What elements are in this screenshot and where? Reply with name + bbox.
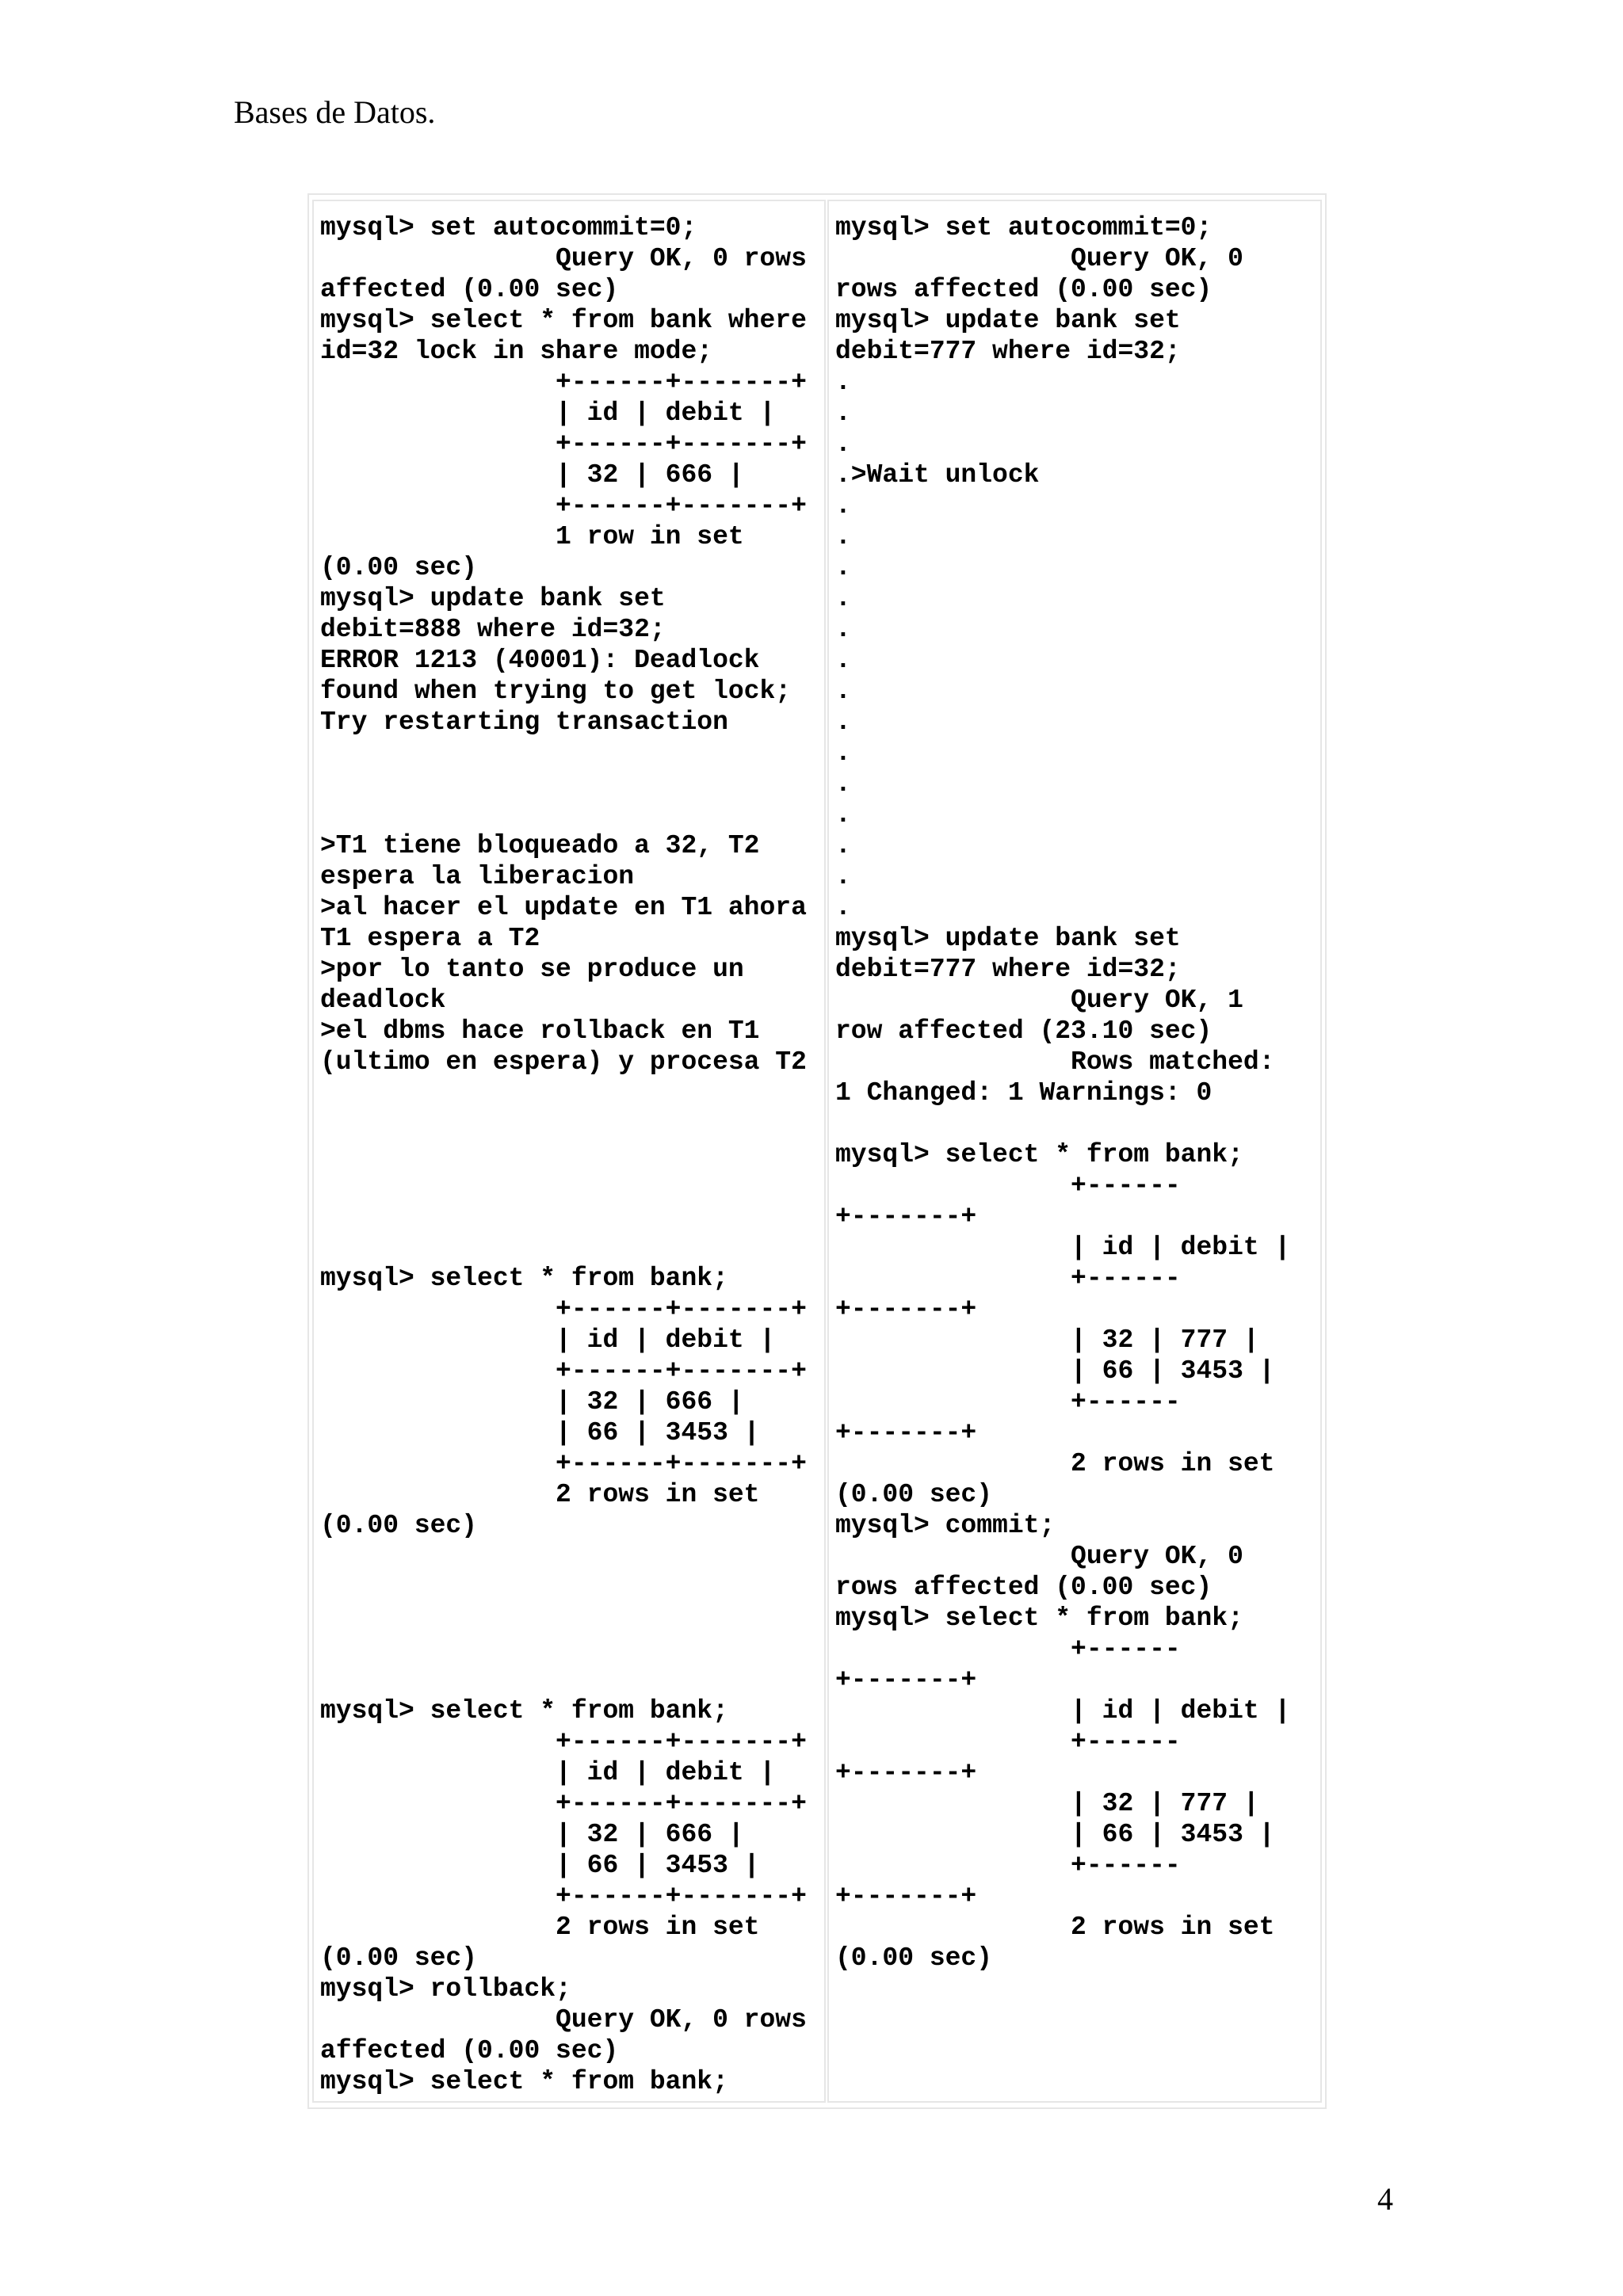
terminal-line: +------+-------+ <box>320 1295 807 1324</box>
terminal-line: affected (0.00 sec) <box>320 275 619 304</box>
terminal-line: row affected (23.10 sec) <box>835 1016 1212 1046</box>
terminal-line: +------+-------+ <box>320 1789 807 1818</box>
terminal-line: (0.00 sec) <box>320 1943 478 1973</box>
terminal-line: | id | debit | <box>320 1325 776 1355</box>
transaction-t2-column <box>827 200 1322 2103</box>
terminal-line: mysql> update bank set <box>835 306 1181 335</box>
terminal-line: espera la liberacion <box>320 862 635 891</box>
terminal-line: | 32 | 666 | <box>320 1387 744 1417</box>
terminal-line: 2 rows in set <box>320 1480 760 1509</box>
terminal-line: | id | debit | <box>320 1758 776 1787</box>
terminal-line: (0.00 sec) <box>835 1943 993 1973</box>
terminal-line: . <box>835 831 851 860</box>
terminal-line: +------+-------+ <box>320 491 807 521</box>
terminal-line: | id | debit | <box>320 399 776 428</box>
terminal-line: debit=777 where id=32; <box>835 337 1181 366</box>
terminal-line: Rows matched: <box>835 1047 1275 1077</box>
terminal-line: >al hacer el update en T1 ahora <box>320 893 807 922</box>
terminal-line: >el dbms hace rollback en T1 <box>320 1016 760 1046</box>
terminal-line: | id | debit | <box>835 1233 1291 1262</box>
terminal-line: +------ <box>835 1387 1181 1417</box>
terminal-line: 1 Changed: 1 Warnings: 0 <box>835 1078 1212 1108</box>
terminal-line: Query OK, 0 rows <box>320 2005 807 2035</box>
terminal-line: (ultimo en espera) y procesa T2 <box>320 1047 807 1077</box>
page-number: 4 <box>1377 2181 1393 2217</box>
terminal-line: +------ <box>835 1634 1181 1664</box>
terminal-line: mysql> rollback; <box>320 1974 571 2004</box>
terminal-line: mysql> select * from bank; <box>320 1696 728 1726</box>
terminal-line: mysql> select * from bank; <box>835 1140 1243 1169</box>
terminal-line: Query OK, 0 rows <box>320 244 807 273</box>
terminal-line: debit=777 where id=32; <box>835 955 1181 984</box>
terminal-line: +------ <box>835 1851 1181 1880</box>
terminal-line: (0.00 sec) <box>320 553 478 582</box>
terminal-line: . <box>835 522 851 551</box>
terminal-line: +------+-------+ <box>320 1449 807 1478</box>
terminal-line: affected (0.00 sec) <box>320 2036 619 2065</box>
terminal-line: found when trying to get lock; <box>320 677 792 706</box>
terminal-line: ERROR 1213 (40001): Deadlock <box>320 646 760 675</box>
terminal-line: +------+-------+ <box>320 368 807 397</box>
terminal-line: . <box>835 429 851 459</box>
terminal-line: deadlock <box>320 986 446 1015</box>
terminal-line: +------ <box>835 1171 1181 1200</box>
terminal-line: +------+-------+ <box>320 429 807 459</box>
terminal-line: mysql> set autocommit=0; <box>320 213 697 242</box>
terminal-line: (0.00 sec) <box>835 1480 993 1509</box>
terminal-line: Query OK, 0 <box>835 1542 1243 1571</box>
terminal-line: | id | debit | <box>835 1696 1291 1726</box>
terminal-line: | 66 | 3453 | <box>835 1820 1275 1849</box>
terminal-line: 2 rows in set <box>835 1913 1275 1942</box>
terminal-line: +-------+ <box>835 1295 977 1324</box>
terminal-line: mysql> select * from bank where <box>320 306 807 335</box>
terminal-line: +-------+ <box>835 1418 977 1447</box>
terminal-line: >T1 tiene bloqueado a 32, T2 <box>320 831 760 860</box>
terminal-line: . <box>835 615 851 644</box>
session-comparison-table <box>307 193 1327 2109</box>
terminal-line: . <box>835 368 851 397</box>
terminal-line: >por lo tanto se produce un <box>320 955 744 984</box>
page-header-title: Bases de Datos. <box>234 94 436 130</box>
terminal-line: debit=888 where id=32; <box>320 615 666 644</box>
terminal-line: rows affected (0.00 sec) <box>835 275 1212 304</box>
terminal-line: id=32 lock in share mode; <box>320 337 713 366</box>
terminal-line: . <box>835 677 851 706</box>
terminal-line: | 66 | 3453 | <box>835 1356 1275 1386</box>
terminal-line: Query OK, 1 <box>835 986 1243 1015</box>
terminal-line: | 32 | 666 | <box>320 460 744 490</box>
terminal-line: . <box>835 738 851 768</box>
terminal-line: . <box>835 800 851 830</box>
terminal-line: mysql> update bank set <box>320 584 666 613</box>
terminal-line: Query OK, 0 <box>835 244 1243 273</box>
terminal-line: mysql> commit; <box>835 1511 1056 1540</box>
terminal-line: . <box>835 584 851 613</box>
terminal-line: 2 rows in set <box>835 1449 1275 1478</box>
terminal-line: mysql> select * from bank; <box>320 1264 728 1293</box>
terminal-line: .>Wait unlock <box>835 460 1040 490</box>
terminal-line: +------+-------+ <box>320 1882 807 1911</box>
terminal-line: | 32 | 777 | <box>835 1789 1259 1818</box>
terminal-line: +------+-------+ <box>320 1356 807 1386</box>
terminal-line: Try restarting transaction <box>320 707 728 737</box>
terminal-line: (0.00 sec) <box>320 1511 478 1540</box>
terminal-line: | 66 | 3453 | <box>320 1418 760 1447</box>
terminal-line: . <box>835 399 851 428</box>
terminal-line: | 32 | 666 | <box>320 1820 744 1849</box>
transaction-t1-column <box>312 200 826 2103</box>
terminal-line: 1 row in set <box>320 522 744 551</box>
terminal-line: . <box>835 862 851 891</box>
terminal-line: T1 espera a T2 <box>320 924 540 953</box>
terminal-line: mysql> set autocommit=0; <box>835 213 1212 242</box>
terminal-line: . <box>835 707 851 737</box>
terminal-line: . <box>835 769 851 799</box>
terminal-line: +-------+ <box>835 1665 977 1695</box>
terminal-line: mysql> select * from bank; <box>320 2067 728 2096</box>
terminal-line: mysql> update bank set <box>835 924 1181 953</box>
terminal-line: +------ <box>835 1727 1181 1756</box>
terminal-line: +------ <box>835 1264 1181 1293</box>
terminal-line: . <box>835 646 851 675</box>
terminal-line: | 32 | 777 | <box>835 1325 1259 1355</box>
terminal-line: +------+-------+ <box>320 1727 807 1756</box>
terminal-line: 2 rows in set <box>320 1913 760 1942</box>
terminal-line: . <box>835 553 851 582</box>
terminal-line: +-------+ <box>835 1202 977 1231</box>
terminal-line: . <box>835 893 851 922</box>
terminal-line: +-------+ <box>835 1882 977 1911</box>
terminal-line: . <box>835 491 851 521</box>
terminal-line: +-------+ <box>835 1758 977 1787</box>
terminal-line: rows affected (0.00 sec) <box>835 1573 1212 1602</box>
terminal-line: mysql> select * from bank; <box>835 1604 1243 1633</box>
terminal-line: | 66 | 3453 | <box>320 1851 760 1880</box>
